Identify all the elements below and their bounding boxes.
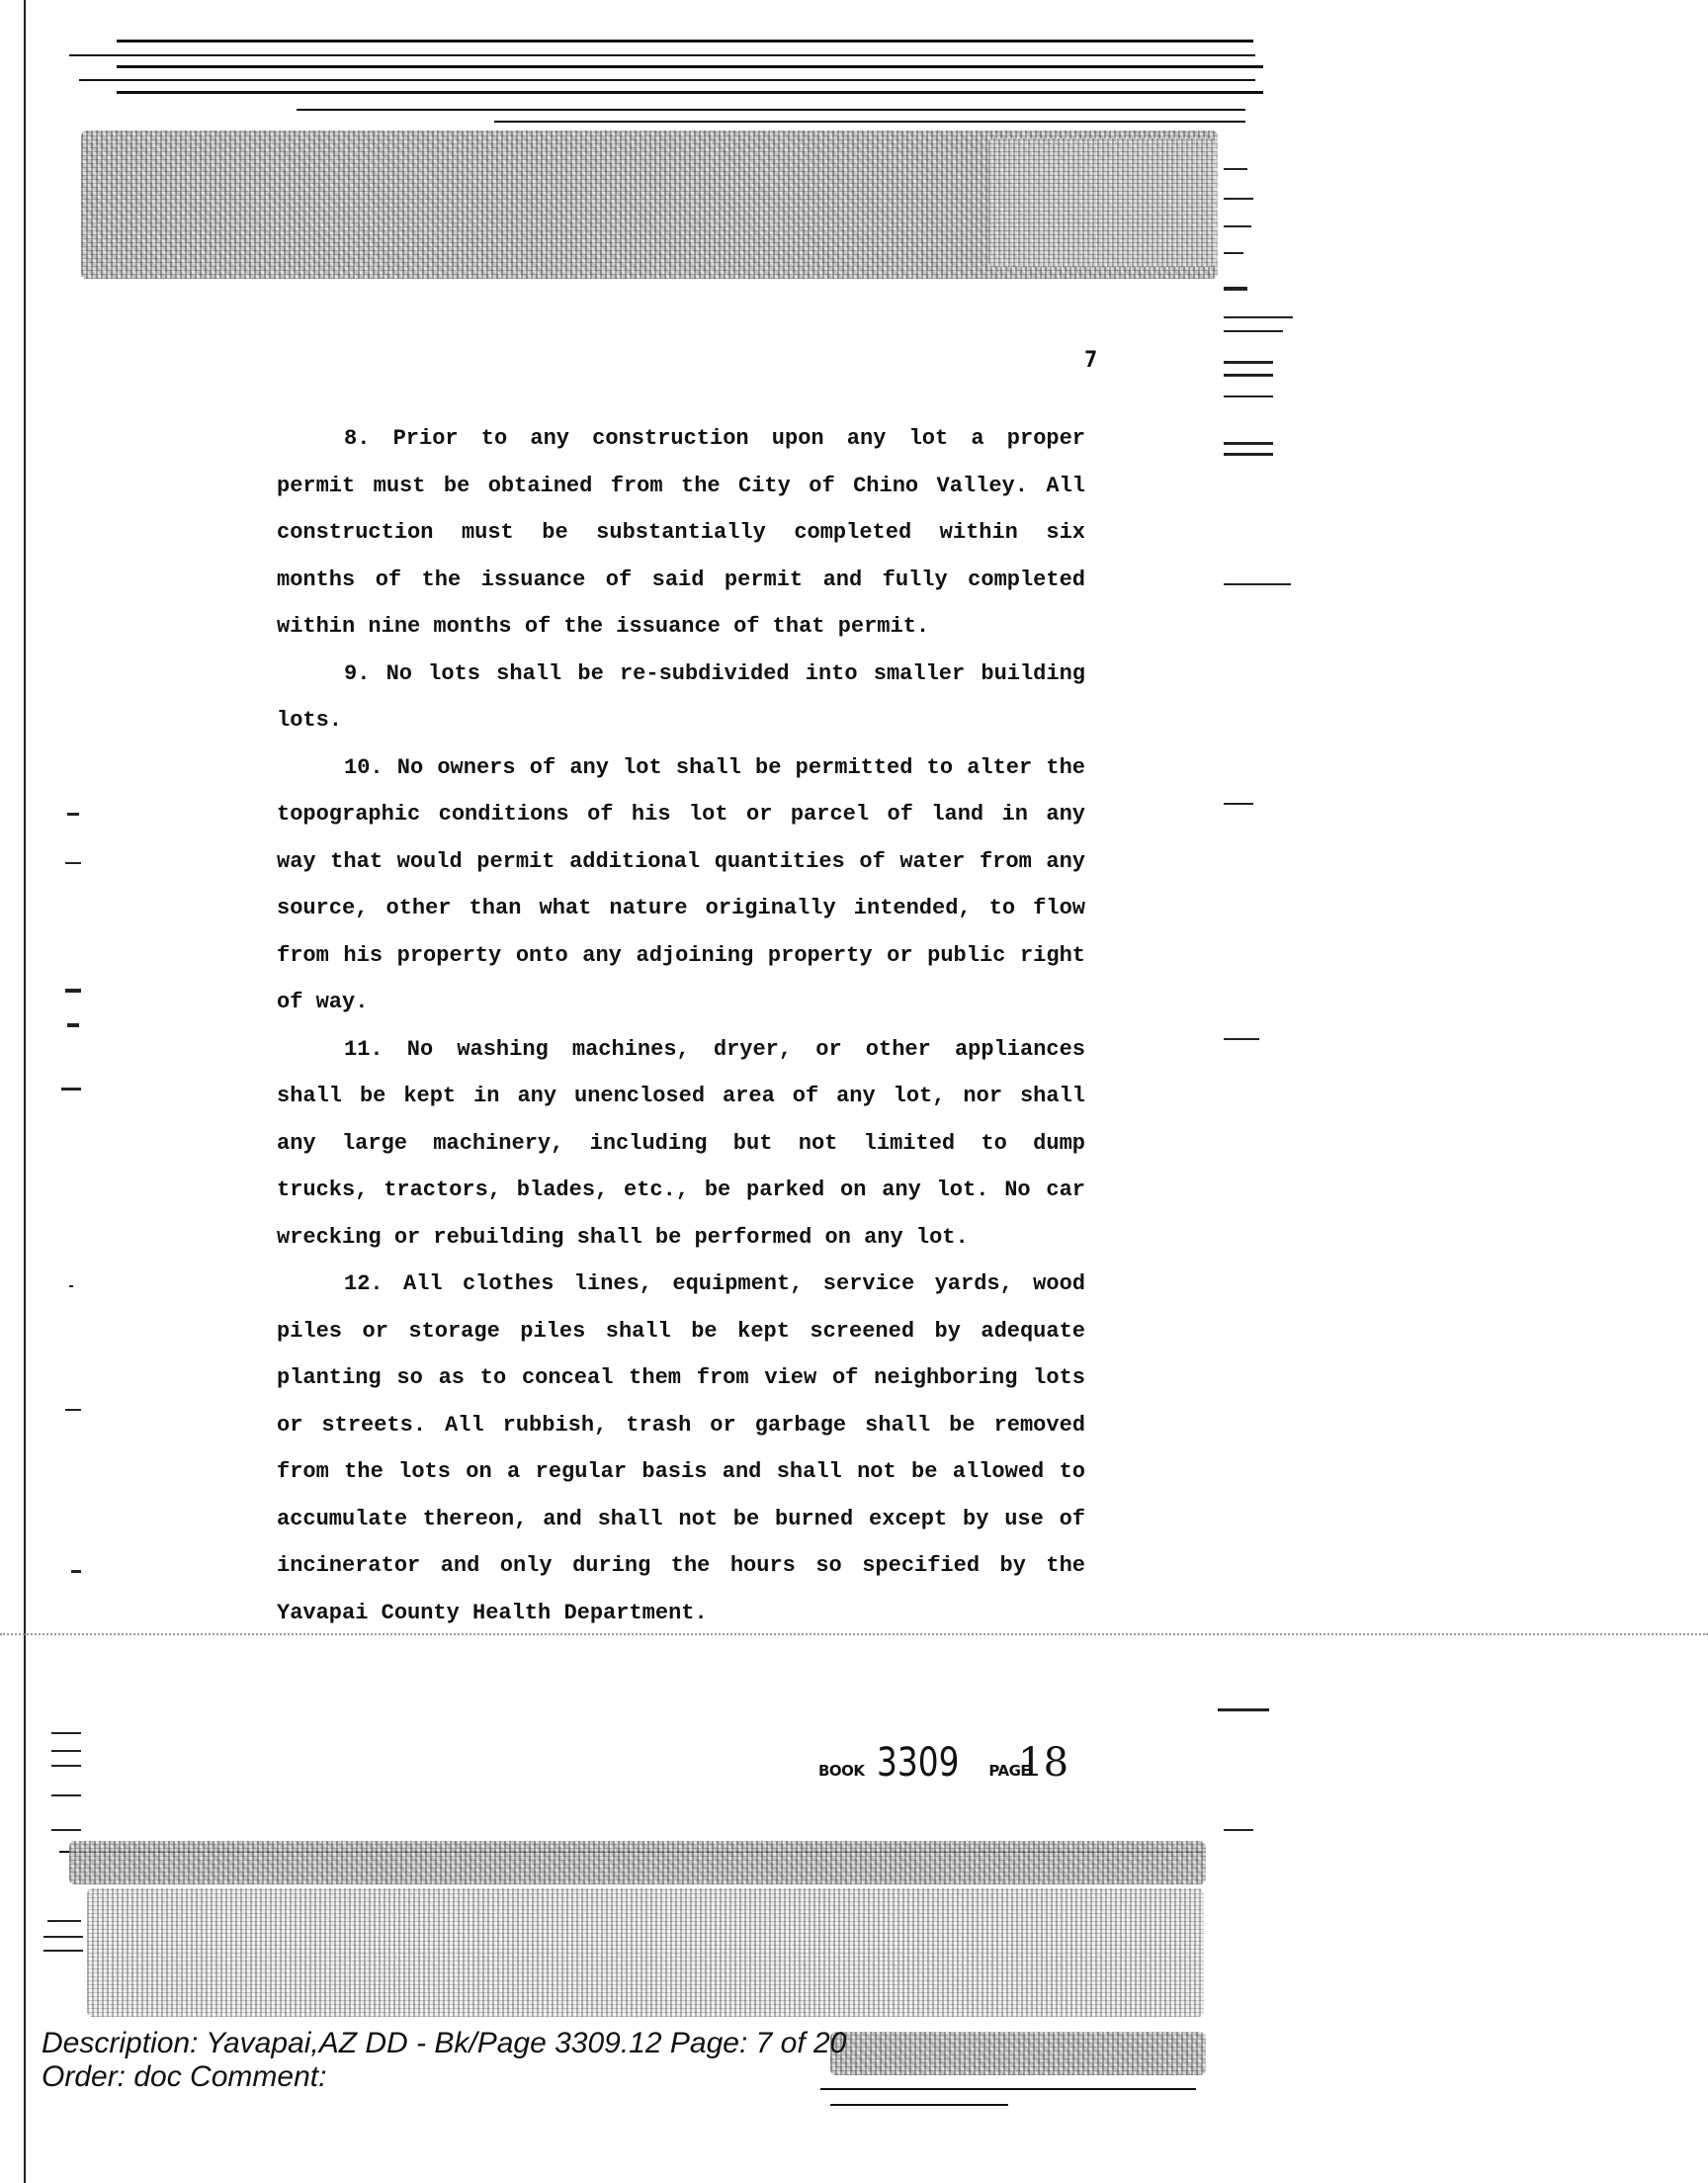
margin-tick bbox=[51, 1750, 81, 1752]
paragraph-10: 10. No owners of any lot shall be permitted to alter the topographic conditions of his lot or parcel of land in any way that would permit additional quantities of water from any source, other than what nature originally intended, to flow from his property onto any adjoining property or public right of way. bbox=[277, 754, 1085, 1014]
margin-tick bbox=[1224, 316, 1293, 318]
paragraph-11: 11. No washing machines, dryer, or other appliances shall be kept in any unenclosed area of any lot, nor shall any large machinery, including but not limited to dump trucks, tractors, blades, etc., be parked on any lot. No car wrecking or rebuilding shall be performed on any lot. bbox=[277, 1036, 1085, 1250]
margin-tick bbox=[65, 1409, 81, 1411]
page-number: 7 bbox=[1084, 348, 1098, 373]
footer-description: Description: Yavapai,AZ DD - Bk/Page 3309.12 Page: 7 of 20 bbox=[42, 2027, 847, 2059]
header-rule bbox=[494, 121, 1245, 123]
document-body bbox=[277, 415, 1085, 1636]
document-footer bbox=[42, 2027, 846, 2094]
margin-tick bbox=[1224, 1038, 1259, 1040]
margin-tick bbox=[51, 1829, 81, 1831]
paragraph-9: 9. No lots shall be re-subdivided into smaller building lots. bbox=[277, 660, 1085, 733]
header-rule bbox=[117, 65, 1263, 68]
margin-tick bbox=[1224, 442, 1273, 445]
margin-tick bbox=[51, 1765, 81, 1767]
footer-scan-noise-light bbox=[87, 1888, 1204, 2017]
margin-tick bbox=[51, 1794, 81, 1796]
footer-scan-noise-dark bbox=[830, 2032, 1206, 2075]
scan-rule bbox=[0, 1633, 1708, 1635]
stamp-page-number: 18 bbox=[1018, 1740, 1069, 1786]
book-label: BOOK bbox=[818, 1762, 865, 1780]
margin-tick bbox=[1224, 583, 1291, 585]
margin-tick bbox=[51, 1732, 81, 1734]
margin-tick bbox=[1218, 1708, 1269, 1711]
footer-scan-noise bbox=[69, 1841, 1206, 1884]
book-number: 3309 bbox=[876, 1740, 960, 1786]
margin-tick bbox=[65, 989, 81, 993]
margin-tick bbox=[71, 1570, 81, 1573]
margin-tick bbox=[1224, 395, 1273, 397]
margin-tick bbox=[1224, 287, 1247, 291]
margin-tick bbox=[69, 1285, 73, 1287]
header-scan-noise-light bbox=[988, 138, 1216, 267]
margin-tick bbox=[1224, 361, 1273, 364]
header-rule bbox=[69, 54, 1255, 56]
margin-tick bbox=[43, 1936, 83, 1938]
margin-tick bbox=[1224, 198, 1253, 200]
footer-rule bbox=[820, 2088, 1196, 2090]
margin-tick bbox=[1224, 374, 1273, 377]
margin-tick bbox=[1224, 225, 1251, 227]
margin-tick bbox=[1224, 252, 1243, 254]
paragraph-12: 12. All clothes lines, equipment, service yards, wood piles or storage piles shall be kept screened by adequate planting so as to conceal them from view of neighboring lots or streets. All rubbish, trash or garbage shall be removed from the lots on a regular basis and shall not be allowed to accumulate thereon, and shall not be burned except by use of incinerator and only during the hours so specified by the Yavapai County Health Department. bbox=[277, 1271, 1085, 1625]
margin-tick bbox=[65, 862, 81, 864]
margin-tick bbox=[43, 1950, 83, 1952]
margin-tick bbox=[1224, 453, 1273, 456]
margin-tick bbox=[1224, 330, 1283, 332]
paragraph-8: 8. Prior to any construction upon any lot a proper permit must be obtained from the City of Chino Valley. All construction must be substantially completed within six months of the issuance of said permit and fully completed within nine months of the issuance of that permit. bbox=[277, 426, 1085, 639]
footer-rule bbox=[830, 2104, 1008, 2106]
margin-tick bbox=[61, 1088, 81, 1091]
margin-tick bbox=[1224, 803, 1253, 805]
margin-tick bbox=[47, 1920, 81, 1922]
footer-order: Order: doc Comment: bbox=[42, 2060, 327, 2093]
header-rule bbox=[297, 109, 1245, 111]
margin-tick bbox=[67, 813, 79, 816]
book-page-stamp bbox=[818, 1740, 1068, 1786]
margin-tick bbox=[1224, 168, 1247, 170]
header-rule bbox=[117, 40, 1253, 43]
page-label: PAGE bbox=[988, 1762, 1031, 1780]
binding-edge bbox=[24, 0, 26, 2183]
margin-tick bbox=[1224, 1829, 1253, 1831]
header-rule bbox=[79, 79, 1255, 81]
header-rule bbox=[117, 91, 1263, 94]
margin-tick bbox=[67, 1023, 79, 1027]
